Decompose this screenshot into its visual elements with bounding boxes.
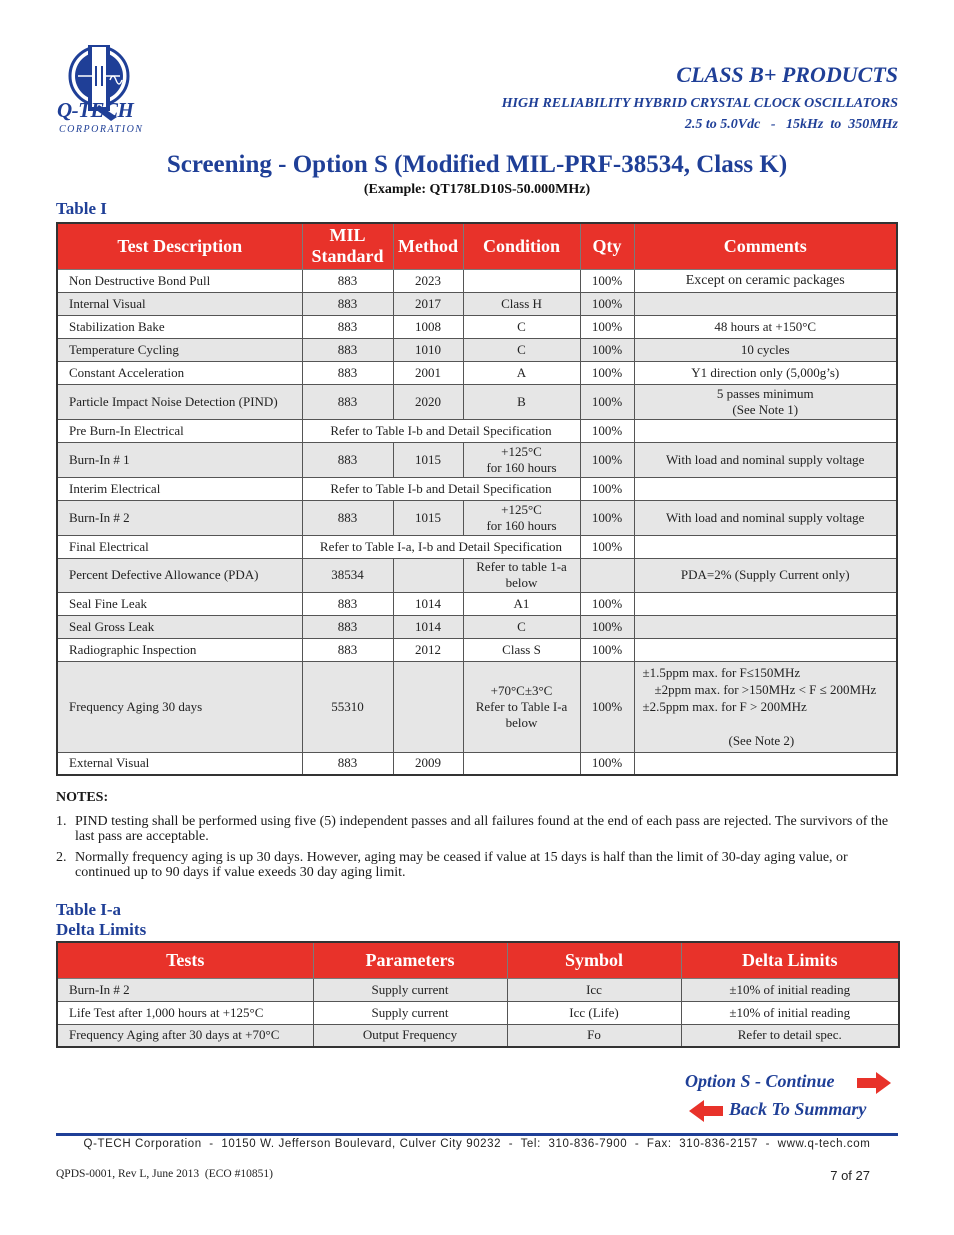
cell-method: 2009 (393, 752, 463, 775)
cell-qty: 100% (580, 615, 634, 638)
comment-line: (See Note 1) (732, 401, 799, 417)
cell-std: 55310 (302, 661, 393, 752)
cond-line: Refer to Table I-a (475, 698, 568, 714)
header-delta-limits: Delta Limits (681, 942, 899, 978)
footer-revision: QPDS-0001, Rev L, June 2013 (ECO #10851) (56, 1168, 273, 1180)
table-row (57, 1001, 899, 1024)
cell-cond: C (463, 615, 580, 638)
cond-line: +125°C (501, 501, 542, 517)
cell-cond: C (463, 315, 580, 338)
header-symbol: Symbol (507, 942, 681, 978)
cell-span-reference: Refer to Table I-b and Detail Specification (302, 419, 580, 442)
comment-line: ±2.5ppm max. for F > 200MHz (642, 699, 807, 714)
table2-header-row (57, 942, 899, 978)
cell-desc: Frequency Aging 30 days (57, 661, 302, 752)
notes-heading: NOTES: (56, 790, 109, 805)
logo-corporation: CORPORATION (59, 124, 144, 135)
cell-param: Supply current (313, 1001, 507, 1024)
header-qty: Qty (580, 223, 634, 269)
cell-std: 38534 (302, 558, 393, 592)
cond-line: Refer to table 1-a (476, 559, 567, 574)
cell-desc: Particle Impact Noise Detection (PIND) (57, 384, 302, 419)
cell-qty: 100% (580, 477, 634, 500)
cell-qty: 100% (580, 292, 634, 315)
table-row (57, 338, 897, 361)
cell-comments: 48 hours at +150°C (634, 315, 897, 338)
table-row (57, 978, 899, 1001)
cell-std: 883 (302, 752, 393, 775)
cell-std: 883 (302, 292, 393, 315)
footer-divider (56, 1133, 898, 1136)
cell-qty (580, 558, 634, 592)
cell-method: 1010 (393, 338, 463, 361)
note-number: 2. (56, 850, 67, 865)
cell-test: Life Test after 1,000 hours at +125°C (57, 1001, 313, 1024)
cell-comments: PDA=2% (Supply Current only) (634, 558, 897, 592)
cell-cond: A1 (463, 592, 580, 615)
cell-std: 883 (302, 269, 393, 292)
cond-line: +125°C (501, 443, 542, 459)
header-mil-standard (302, 223, 393, 269)
header-condition: Condition (463, 223, 580, 269)
cell-limit: ±10% of initial reading (681, 1001, 899, 1024)
note-item (56, 850, 896, 880)
cell-desc: Interim Electrical (57, 477, 302, 500)
cell-desc: Radiographic Inspection (57, 638, 302, 661)
cell-desc: Seal Gross Leak (57, 615, 302, 638)
cell-qty: 100% (580, 442, 634, 477)
header-parameters: Parameters (313, 942, 507, 978)
back-to-summary-link[interactable] (688, 1098, 888, 1124)
cell-cond (463, 558, 580, 592)
table-row (57, 315, 897, 338)
cell-method: 1015 (393, 500, 463, 535)
cell-test: Frequency Aging after 30 days at +70°C (57, 1024, 313, 1047)
cell-desc: External Visual (57, 752, 302, 775)
table-row (57, 535, 897, 558)
cell-qty: 100% (580, 638, 634, 661)
cell-cond (463, 661, 580, 752)
cell-comments: Except on ceramic packages (634, 269, 897, 292)
cell-desc: Constant Acceleration (57, 361, 302, 384)
cell-span-reference: Refer to Table I-a, I-b and Detail Specification (302, 535, 580, 558)
product-range: 2.5 to 5.0Vdc - 15kHz to 350MHz (684, 117, 898, 132)
cell-std: 883 (302, 592, 393, 615)
cell-qty: 100% (580, 500, 634, 535)
cell-qty: 100% (580, 592, 634, 615)
cell-comments (634, 638, 897, 661)
cell-std: 883 (302, 638, 393, 661)
cell-method: 2012 (393, 638, 463, 661)
cell-method: 2017 (393, 292, 463, 315)
delta-limits-table (56, 941, 900, 1048)
cell-qty: 100% (580, 338, 634, 361)
cell-method (393, 661, 463, 752)
cell-std: 883 (302, 500, 393, 535)
cell-limit: ±10% of initial reading (681, 978, 899, 1001)
table-row (57, 419, 897, 442)
header-mil-line: MIL (329, 225, 366, 246)
cell-param: Output Frequency (313, 1024, 507, 1047)
header-comments: Comments (634, 223, 897, 269)
cell-comments (634, 752, 897, 775)
cell-method: 1014 (393, 615, 463, 638)
cell-std: 883 (302, 615, 393, 638)
cell-comments (634, 292, 897, 315)
table-row (57, 615, 897, 638)
page-title: Screening - Option S (Modified MIL-PRF-38534, Class K) (166, 151, 788, 178)
header-test-description: Test Description (57, 223, 302, 269)
cell-qty: 100% (580, 361, 634, 384)
cell-cond: Class S (463, 638, 580, 661)
product-subtitle: HIGH RELIABILITY HYBRID CRYSTAL CLOCK OSCILLATORS (501, 96, 898, 111)
table-row (57, 500, 897, 535)
table-row (57, 292, 897, 315)
cell-cond: Class H (463, 292, 580, 315)
table-row (57, 384, 897, 419)
cell-comments: Y1 direction only (5,000g’s) (634, 361, 897, 384)
cell-symbol: Fo (507, 1024, 681, 1047)
cell-comments: 10 cycles (634, 338, 897, 361)
comment-line: ±1.5ppm max. for F≤150MHz (642, 665, 801, 680)
cond-line: for 160 hours (486, 517, 557, 533)
cell-limit: Refer to detail spec. (681, 1024, 899, 1047)
cell-desc: Internal Visual (57, 292, 302, 315)
cell-cond: A (463, 361, 580, 384)
logo-wordmark: Q-TECH (57, 98, 134, 122)
cell-comments (634, 419, 897, 442)
note-text: PIND testing shall be performed using five (5) independent passes and all failures found at the end of each pass are rejected. The survivors of the last pass are acceptable. (75, 814, 889, 844)
cell-std: 883 (302, 338, 393, 361)
cell-comments (634, 661, 897, 752)
table-row (57, 442, 897, 477)
cell-desc: Burn-In # 1 (57, 442, 302, 477)
cell-span-reference: Refer to Table I-b and Detail Specification (302, 477, 580, 500)
cell-qty: 100% (580, 535, 634, 558)
cell-cond: C (463, 338, 580, 361)
cell-comments (634, 615, 897, 638)
footer-address: Q-TECH Corporation - 10150 W. Jefferson Boulevard, Culver City 90232 - Tel: 310-836-7900 - Fax: 310-836-2157 - www.q-tech.com (83, 1138, 871, 1150)
comment-line: (See Note 2) (728, 733, 795, 748)
cell-desc: Pre Burn-In Electrical (57, 419, 302, 442)
cell-method (393, 558, 463, 592)
header-standard-line: Standard (311, 246, 384, 267)
table-row (57, 752, 897, 775)
product-class-title: CLASS B+ PRODUCTS (676, 62, 898, 87)
table1-title: Table I (56, 199, 107, 218)
continue-label: Option S - Continue (685, 1071, 835, 1091)
cell-cond: B (463, 384, 580, 419)
table-row (57, 592, 897, 615)
cell-desc: Percent Defective Allowance (PDA) (57, 558, 302, 592)
cell-std: 883 (302, 315, 393, 338)
cell-comments: With load and nominal supply voltage (634, 442, 897, 477)
cell-qty: 100% (580, 752, 634, 775)
cell-method: 2020 (393, 384, 463, 419)
cell-param: Supply current (313, 978, 507, 1001)
table2-title: Table I-a (56, 900, 122, 919)
cell-test: Burn-In # 2 (57, 978, 313, 1001)
cell-qty: 100% (580, 661, 634, 752)
cell-qty: 100% (580, 315, 634, 338)
cond-line: for 160 hours (486, 459, 557, 475)
cell-method: 1008 (393, 315, 463, 338)
continue-link[interactable] (685, 1070, 895, 1096)
cell-desc: Final Electrical (57, 535, 302, 558)
cell-method: 1015 (393, 442, 463, 477)
cell-std: 883 (302, 361, 393, 384)
screening-table (56, 222, 898, 776)
page-example: (Example: QT178LD10S-50.000MHz) (363, 182, 591, 197)
cond-line: below (505, 575, 538, 590)
cell-comments (634, 535, 897, 558)
note-text: Normally frequency aging is up 30 days. However, aging may be ceased if value at 15 days is half than the limit of 30-day aging value, or continued up to 90 days if value exeeds 30 day aging limit. (75, 850, 848, 880)
cell-method: 1014 (393, 592, 463, 615)
header-tests: Tests (57, 942, 313, 978)
cell-comments (634, 384, 897, 419)
note-item (56, 814, 896, 844)
back-label: Back To Summary (729, 1099, 867, 1119)
table-row (57, 1024, 899, 1047)
cond-line: +70°C±3°C (490, 682, 553, 698)
table2-subtitle: Delta Limits (56, 920, 147, 939)
cell-std: 883 (302, 384, 393, 419)
table1-header-row (57, 223, 897, 269)
cell-cond (463, 442, 580, 477)
cell-method: 2023 (393, 269, 463, 292)
comment-line: 5 passes minimum (716, 385, 814, 401)
cell-desc: Seal Fine Leak (57, 592, 302, 615)
arrow-left-icon (688, 1099, 724, 1123)
arrow-right-icon (856, 1071, 892, 1095)
cell-comments (634, 477, 897, 500)
cell-desc: Temperature Cycling (57, 338, 302, 361)
table-row (57, 558, 897, 592)
table-row (57, 269, 897, 292)
cell-desc: Non Destructive Bond Pull (57, 269, 302, 292)
cell-qty: 100% (580, 384, 634, 419)
header-method: Method (393, 223, 463, 269)
table-row (57, 661, 897, 752)
comment-line: ±2ppm max. for >150MHz < F ≤ 200MHz (654, 682, 877, 697)
cell-comments (634, 592, 897, 615)
cell-method: 2001 (393, 361, 463, 384)
page-number: 7 of 27 (830, 1168, 870, 1183)
cell-symbol: Icc (Life) (507, 1001, 681, 1024)
table-row (57, 638, 897, 661)
note-number: 1. (56, 814, 67, 829)
cond-line: below (505, 714, 538, 730)
cell-comments: With load and nominal supply voltage (634, 500, 897, 535)
cell-qty: 100% (580, 419, 634, 442)
cell-cond (463, 500, 580, 535)
cell-desc: Stabilization Bake (57, 315, 302, 338)
table-row (57, 477, 897, 500)
cell-cond (463, 752, 580, 775)
cell-symbol: Icc (507, 978, 681, 1001)
cell-qty: 100% (580, 269, 634, 292)
cell-cond (463, 269, 580, 292)
table-row (57, 361, 897, 384)
cell-std: 883 (302, 442, 393, 477)
cell-desc: Burn-In # 2 (57, 500, 302, 535)
